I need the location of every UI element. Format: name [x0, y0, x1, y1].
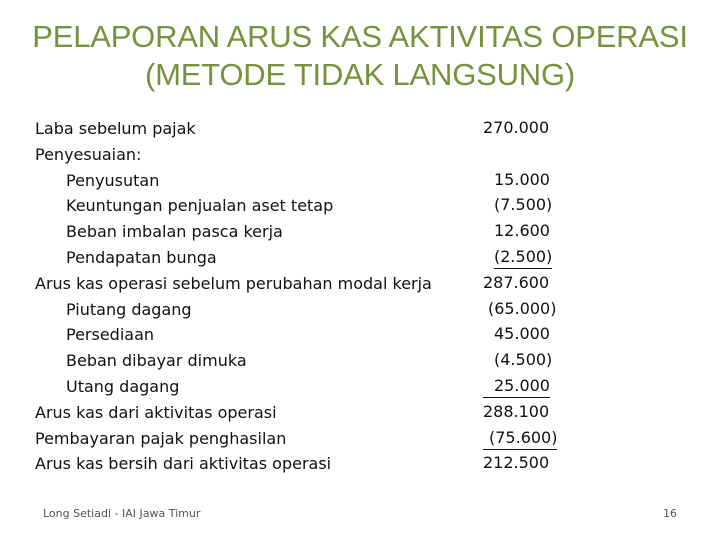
row-label: Beban dibayar dimuka — [66, 351, 247, 371]
row-penyusutan — [0, 168, 720, 194]
row-label: Persediaan — [66, 325, 155, 345]
title-line-1: PELAPORAN ARUS KAS AKTIVITAS OPERASI — [32, 19, 688, 54]
row-laba-sebelum-pajak — [0, 116, 720, 142]
row-pendapatan-bunga — [0, 245, 720, 271]
row-value: 25.000 — [483, 375, 550, 398]
row-label: Pendapatan bunga — [66, 248, 217, 267]
page-number: 16 — [663, 507, 677, 520]
row-label: Arus kas dari aktivitas operasi — [35, 402, 277, 422]
row-label: Piutang dagang — [66, 299, 192, 319]
row-label: Laba sebelum pajak — [35, 119, 196, 138]
row-label: Arus kas bersih dari aktivitas operasi — [35, 454, 332, 474]
row-pembayaran-pajak — [0, 426, 720, 452]
row-value: 288.100 — [483, 401, 550, 421]
row-value: (7.500) — [494, 195, 553, 215]
row-penyesuaian — [0, 142, 720, 168]
row-value: 287.600 — [483, 272, 550, 292]
row-piutang-dagang — [0, 297, 720, 323]
row-value: (65.000) — [488, 298, 557, 318]
row-label: Keuntungan penjualan aset tetap — [66, 196, 334, 216]
row-value: (2.500) — [494, 246, 552, 269]
page-title — [0, 18, 720, 94]
row-persediaan — [0, 322, 720, 348]
row-label: Utang dagang — [66, 377, 180, 396]
row-keuntungan-penjualan-aset — [0, 193, 720, 219]
row-arus-kas-sebelum-modal-kerja — [0, 271, 720, 297]
row-label: Pembayaran pajak penghasilan — [35, 428, 287, 448]
row-value: (4.500) — [494, 350, 553, 370]
row-label: Penyesuaian: — [35, 144, 142, 164]
row-beban-dibayar-dimuka — [0, 348, 720, 374]
row-label: Arus kas operasi sebelum perubahan modal kerja — [35, 273, 432, 293]
row-value: 270.000 — [483, 118, 550, 137]
row-arus-kas-bersih — [0, 451, 720, 477]
row-value: 212.500 — [483, 453, 550, 473]
row-value: (75.600) — [483, 427, 557, 450]
row-label: Beban imbalan pasca kerja — [66, 222, 283, 242]
row-utang-dagang — [0, 374, 720, 400]
row-label: Penyusutan — [66, 170, 160, 190]
row-value: 45.000 — [494, 324, 550, 344]
row-beban-imbalan — [0, 219, 720, 245]
footer-author: Long Setiadi - IAI Jawa Timur — [43, 507, 201, 520]
row-value: 12.600 — [494, 221, 550, 241]
title-line-2: (METODE TIDAK LANGSUNG) — [144, 57, 576, 92]
row-value: 15.000 — [494, 169, 550, 189]
row-arus-kas-aktivitas-operasi — [0, 400, 720, 426]
